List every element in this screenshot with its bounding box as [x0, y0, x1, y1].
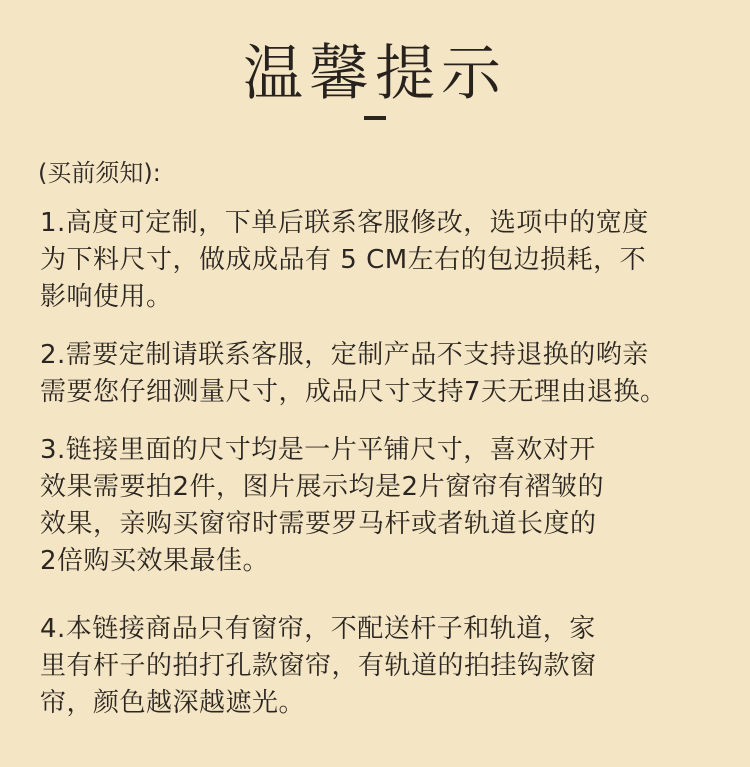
notice-item-line: 1.高度可定制，下单后联系客服修改，选项中的宽度 — [40, 208, 649, 238]
notice-item-line: 帘，颜色越深越遮光。 — [40, 688, 306, 718]
notice-item-line: 为下料尺寸，做成成品有 5 CM左右的包边损耗，不 — [40, 245, 647, 275]
title-underline — [364, 116, 386, 120]
notice-item-line: 4.本链接商品只有窗帘，不配送杆子和轨道，家 — [40, 614, 596, 644]
notice-item-line: 效果需要拍2件，图片展示均是2片窗帘有褶皱的 — [40, 472, 605, 502]
page-title: 温馨提示 — [243, 39, 507, 109]
notice-item-line: 2.需要定制请联系客服，定制产品不支持退换的哟亲 — [40, 340, 649, 370]
notice-item-product-scope — [40, 611, 712, 722]
notice-item-custom-height — [40, 205, 712, 316]
notice-item-line: 需要您仔细测量尺寸，成品尺寸支持7天无理由退换。 — [40, 377, 667, 407]
notice-item-line: 3.链接里面的尺寸均是一片平铺尺寸，喜欢对开 — [40, 435, 596, 465]
notice-item-line: 效果，亲购买窗帘时需要罗马杆或者轨道长度的 — [40, 509, 597, 539]
notice-item-customization-policy — [40, 337, 712, 411]
notice-item-line: 里有杆子的拍打孔款窗帘，有轨道的拍挂钩款窗 — [40, 651, 597, 681]
notice-item-line: 2倍购买效果最佳。 — [40, 546, 270, 576]
notice-item-line: 影响使用。 — [40, 282, 173, 312]
notice-item-size-info — [40, 432, 712, 580]
pre-purchase-notice: (买前须知): — [38, 159, 161, 187]
